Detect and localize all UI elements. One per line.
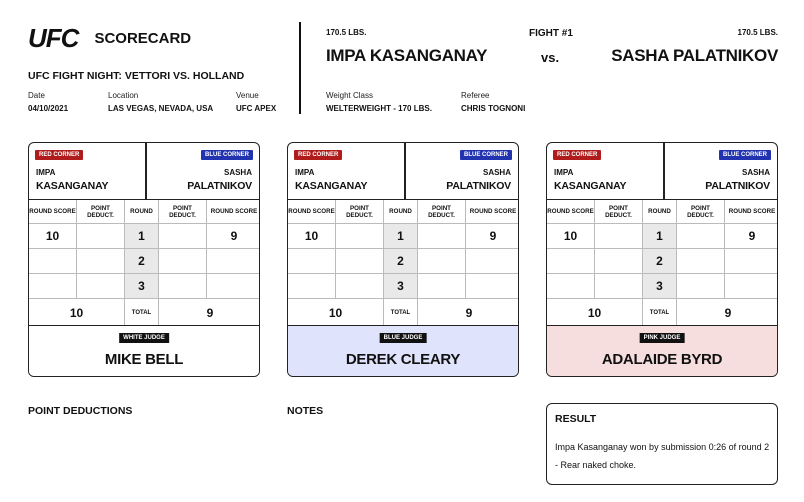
table-row <box>29 224 259 249</box>
score-cell <box>159 274 207 298</box>
total-row <box>547 299 777 326</box>
round-number: 3 <box>384 274 418 298</box>
blue-last-name: PALATNIKOV <box>705 180 770 192</box>
score-cell <box>77 274 125 298</box>
score-cell <box>547 249 595 273</box>
col-header: POINT DEDUCT. <box>418 200 466 223</box>
col-header: ROUND SCORE <box>210 208 258 215</box>
header-divider <box>299 22 301 114</box>
event-name: UFC FIGHT NIGHT: VETTORI VS. HOLLAND <box>28 70 245 82</box>
score-cell <box>77 249 125 273</box>
corner-header <box>29 143 259 200</box>
scorecard-1 <box>28 142 260 377</box>
table-row <box>288 274 518 299</box>
score-cell <box>595 224 643 248</box>
score-cell: 10 <box>547 224 595 248</box>
total-label: TOTAL <box>643 299 677 326</box>
round-number: 3 <box>125 274 159 298</box>
blue-total: 9 <box>465 305 473 320</box>
col-header: ROUND <box>384 200 418 223</box>
score-cell <box>207 274 260 298</box>
corner-divider <box>404 143 406 200</box>
judge-footer <box>547 325 777 377</box>
result-box <box>546 403 778 485</box>
red-first-name: IMPA <box>554 168 574 177</box>
total-row <box>288 299 518 326</box>
table-row <box>288 224 518 249</box>
table-header-row <box>288 200 518 224</box>
weight-class-value: WELTERWEIGHT - 170 LBS. <box>326 104 432 113</box>
round-number: 1 <box>125 224 159 248</box>
col-header: POINT DEDUCT. <box>159 200 207 223</box>
notes-heading: NOTES <box>287 405 324 417</box>
venue-label: Venue <box>236 91 259 100</box>
score-cell <box>29 249 77 273</box>
table-row <box>29 274 259 299</box>
judge-footer <box>288 325 518 377</box>
col-header: ROUND <box>643 200 677 223</box>
score-cell <box>159 249 207 273</box>
ufc-logo <box>28 22 192 54</box>
red-last-name: KASANGANAY <box>295 180 368 192</box>
score-cell <box>677 249 725 273</box>
red-weight: 170.5 LBS. <box>326 28 367 37</box>
col-header: ROUND SCORE <box>547 200 595 223</box>
score-cell <box>77 224 125 248</box>
judge-badge: PINK JUDGE <box>640 333 685 343</box>
score-cell <box>466 249 519 273</box>
table-row <box>288 249 518 274</box>
round-number: 1 <box>384 224 418 248</box>
round-number: 3 <box>643 274 677 298</box>
col-header: POINT DEDUCT. <box>336 200 384 223</box>
blue-first-name: SASHA <box>741 168 770 177</box>
table-row <box>547 274 777 299</box>
blue-first-name: SASHA <box>223 168 252 177</box>
red-last-name: KASANGANAY <box>554 180 627 192</box>
doc-title: SCORECARD <box>94 29 192 47</box>
versus: vs. <box>541 50 560 65</box>
blue-corner-badge: BLUE CORNER <box>460 150 512 160</box>
score-cell <box>336 224 384 248</box>
score-cell <box>288 249 336 273</box>
blue-corner-badge: BLUE CORNER <box>201 150 253 160</box>
blue-first-name: SASHA <box>482 168 511 177</box>
scorecard-2 <box>287 142 519 377</box>
score-cell <box>725 249 778 273</box>
col-header: ROUND SCORE <box>29 200 77 223</box>
col-header: ROUND <box>125 200 159 223</box>
referee-label: Referee <box>461 91 490 100</box>
col-header: POINT DEDUCT. <box>77 200 125 223</box>
round-number: 1 <box>643 224 677 248</box>
fight-number: FIGHT #1 <box>529 28 573 39</box>
col-header: ROUND SCORE <box>728 208 776 215</box>
score-cell <box>595 249 643 273</box>
round-number: 2 <box>643 249 677 273</box>
corner-divider <box>663 143 665 200</box>
corner-divider <box>145 143 147 200</box>
score-cell <box>336 249 384 273</box>
col-header: POINT DEDUCT. <box>595 200 643 223</box>
score-cell <box>547 274 595 298</box>
location-label: Location <box>108 91 139 100</box>
logo-divider <box>81 23 91 53</box>
score-cell <box>725 274 778 298</box>
result-heading: RESULT <box>555 413 597 425</box>
judge-name: MIKE BELL <box>104 351 184 368</box>
red-first-name: IMPA <box>295 168 315 177</box>
corner-header <box>547 143 777 200</box>
judge-name: ADALAIDE BYRD <box>601 351 723 368</box>
result-text: Impa Kasanganay won by submission 0:26 of round 2 - Rear naked choke. <box>555 442 770 470</box>
table-row <box>29 249 259 274</box>
total-label: TOTAL <box>384 299 418 326</box>
score-cell: 9 <box>230 229 238 243</box>
table-header-row <box>29 200 259 224</box>
blue-last-name: PALATNIKOV <box>187 180 252 192</box>
point-deductions-heading: POINT DEDUCTIONS <box>28 405 133 417</box>
location-value: LAS VEGAS, NEVADA, USA <box>108 104 214 113</box>
score-cell <box>207 249 260 273</box>
blue-total: 9 <box>724 305 732 320</box>
referee-value: CHRIS TOGNONI <box>461 104 526 113</box>
round-number: 2 <box>125 249 159 273</box>
round-number: 2 <box>384 249 418 273</box>
corner-header <box>288 143 518 200</box>
judge-badge: WHITE JUDGE <box>119 333 169 343</box>
score-cell <box>466 274 519 298</box>
red-corner-badge: RED CORNER <box>553 150 601 160</box>
score-cell: 9 <box>748 229 756 243</box>
date-label: Date <box>28 91 45 100</box>
judge-name: DEREK CLEARY <box>345 351 461 368</box>
blue-weight: 170.5 LBS. <box>737 28 778 37</box>
judge-footer <box>29 325 259 377</box>
col-header: POINT DEDUCT. <box>677 200 725 223</box>
score-cell <box>418 224 466 248</box>
table-row <box>547 249 777 274</box>
red-first-name: IMPA <box>36 168 56 177</box>
red-total: 10 <box>288 299 384 326</box>
score-cell <box>677 224 725 248</box>
score-cell: 10 <box>288 224 336 248</box>
red-corner-badge: RED CORNER <box>294 150 342 160</box>
col-header: ROUND SCORE <box>469 208 517 215</box>
score-cell <box>288 274 336 298</box>
weight-class-label: Weight Class <box>326 91 373 100</box>
logo-ufc-text: UFC <box>28 22 79 53</box>
date-value: 04/10/2021 <box>28 104 69 113</box>
venue-value: UFC APEX <box>236 104 277 113</box>
judge-badge: BLUE JUDGE <box>380 333 427 343</box>
score-cell <box>418 249 466 273</box>
table-header-row <box>547 200 777 224</box>
score-cell: 10 <box>29 224 77 248</box>
score-cell <box>29 274 77 298</box>
total-row <box>29 299 259 326</box>
blue-total: 9 <box>206 305 214 320</box>
total-label: TOTAL <box>125 299 159 326</box>
red-total: 10 <box>29 299 125 326</box>
blue-corner-badge: BLUE CORNER <box>719 150 771 160</box>
table-row <box>547 224 777 249</box>
red-corner-badge: RED CORNER <box>35 150 83 160</box>
red-total: 10 <box>547 299 643 326</box>
score-cell: 9 <box>489 229 497 243</box>
score-cell <box>159 224 207 248</box>
scorecard-3 <box>546 142 778 377</box>
score-cell <box>595 274 643 298</box>
red-last-name: KASANGANAY <box>36 180 109 192</box>
col-header: ROUND SCORE <box>288 200 336 223</box>
score-cell <box>336 274 384 298</box>
score-cell <box>418 274 466 298</box>
score-cell <box>677 274 725 298</box>
blue-last-name: PALATNIKOV <box>446 180 511 192</box>
blue-fighter-name: SASHA PALATNIKOV <box>611 46 778 65</box>
red-fighter-name: IMPA KASANGANAY <box>326 46 488 65</box>
